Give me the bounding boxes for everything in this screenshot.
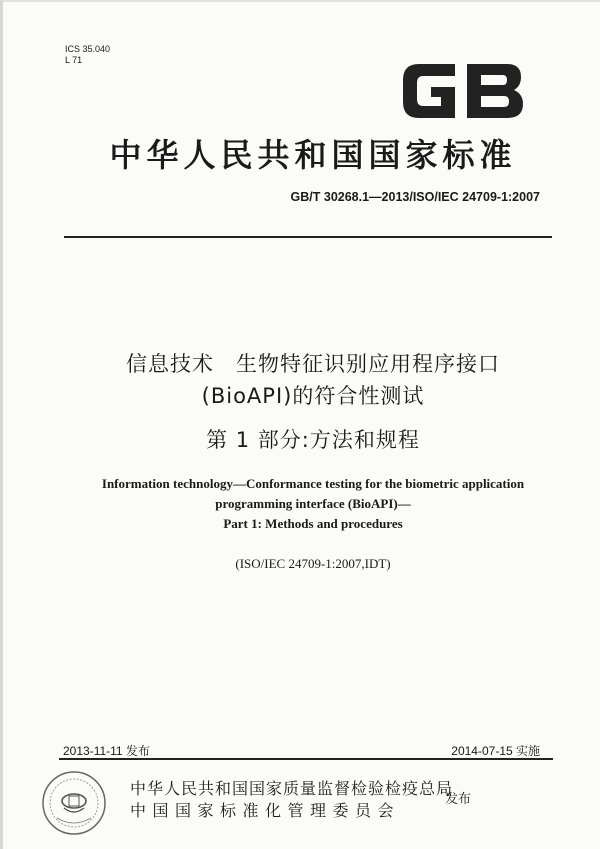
title-en-line1: Information technology—Conformance testing for the biometric application [101,476,525,491]
issuer-line2: 中国国家标准化管理委员会 [130,801,401,820]
issue-date: 2013-11-11 发布 [63,744,150,758]
main-title: 中华人民共和国国家标准 [109,136,517,174]
title-cn-line2: (BioAPI)的符合性测试 [201,384,425,408]
title-cn-line1: 信息技术 生物特征识别应用程序接口 [126,352,500,376]
issuer-line1: 中华人民共和国国家质量监督检验检疫总局 [130,779,454,798]
ccs-code: L 71 [65,55,83,65]
ics-code: ICS 35.040 [65,44,111,54]
title-en-line2: programming interface (BioAPI)— [215,496,411,511]
header-divider [64,236,552,238]
footer-divider [59,758,553,760]
classification-codes [65,44,110,66]
standard-number: GB/T 30268.1—2013/ISO/IEC 24709-1:2007 [290,190,540,204]
equivalence-note: (ISO/IEC 24709-1:2007,IDT) [235,556,391,571]
title-en-line3: Part 1: Methods and procedures [223,516,403,531]
gb-logo [401,56,526,126]
publish-label: 发布 [445,792,472,807]
official-seal-icon [39,768,109,838]
implementation-date: 2014-07-15 实施 [451,744,540,758]
title-cn-line3: 第 1 部分:方法和规程 [206,428,420,452]
